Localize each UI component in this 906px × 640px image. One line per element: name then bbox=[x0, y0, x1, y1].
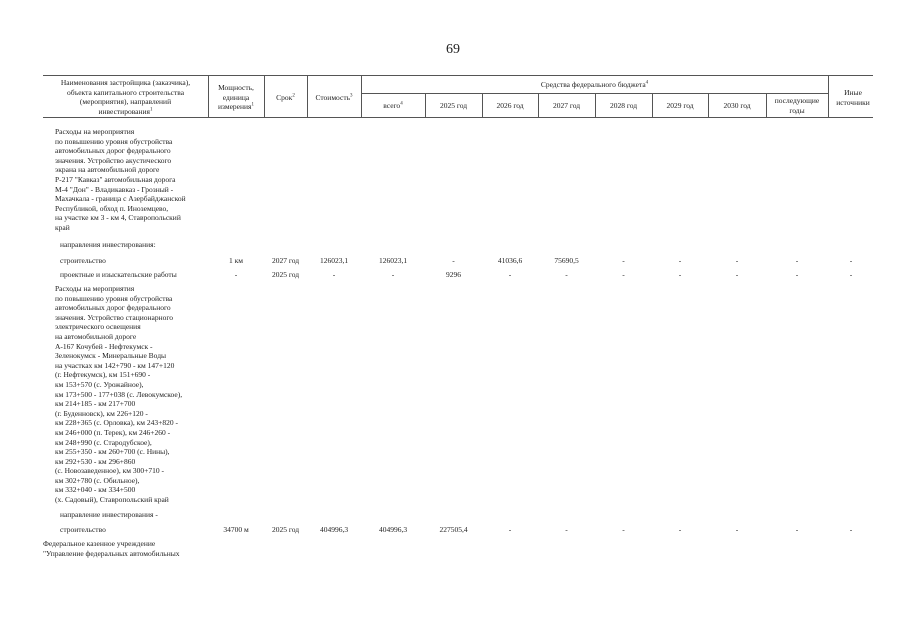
cell-subsequent: - bbox=[795, 256, 799, 265]
cell-2029: - bbox=[678, 270, 682, 279]
cell-term: 2025 год bbox=[271, 525, 300, 534]
cell-2026: - bbox=[508, 270, 512, 279]
header-capacity: Мощность, единица измерения$^1$ bbox=[217, 83, 254, 112]
cell-cost: - bbox=[332, 270, 336, 279]
cell-term: 2025 год bbox=[271, 270, 300, 279]
cell-2026: - bbox=[508, 525, 512, 534]
block2-title: Расходы на мероприятия по повышению уровня обустройства автомобильных дорог федерального значения. Устройство стационарного электрического освещения на автомобильной дороге А-167 Кочубей - Нефтекумск - Зеленокумск - Минеральные Воды на участках км 142+790 - км 147+120 (г. Нефтекумск), км 151+690 - км 153+570 (с. Урожайное), км 173+500 - 177+038 (с. Левокумское), км 214+185 - км 217+700 (г. Буденновск), км 226+120 - км 228+365 (с. Орловка), км 243+820 - км 246+000 (п. Терек), км 246+260 - км 248+990 (с. Стародубское), км 255+350 - км 260+700 (с. Нины), км 292+530 - км 296+860 (с. Новозаведенное), км 300+710 - км 302+780 (с. Обильное), км 332+040 - км 334+500 (х. Садовый), Ставропольский край bbox=[55, 284, 183, 505]
cell-2027: 75690,5 bbox=[554, 256, 579, 265]
cell-other: - bbox=[849, 270, 853, 279]
cell-2025: - bbox=[452, 256, 455, 265]
block1-directions-label: направления инвестирования: bbox=[60, 240, 156, 249]
cell-term: 2027 год bbox=[271, 256, 300, 265]
cell-2027: - bbox=[565, 270, 568, 279]
cell-other: - bbox=[849, 525, 853, 534]
footer-line-1: Федеральное казенное учреждение bbox=[43, 539, 156, 548]
header-bottom-border bbox=[43, 117, 873, 118]
cell-2029: - bbox=[678, 525, 682, 534]
cell-2028: - bbox=[622, 256, 625, 265]
cell-2026: 41036,6 bbox=[497, 256, 523, 265]
cell-total: 126023,1 bbox=[378, 256, 408, 265]
block1-title: Расходы на мероприятия по повышению уровня обустройства автомобильных дорог федерального значения. Устройство акустического экрана на автомобильной дороге Р-217 "Кавказ" автомобильная дорога М-4 "Дон" - Владикавказ - Грозный - Махачкала - граница с Азербайджанской Республикой, обход п. Иноземцево, на участке км 3 - км 4, Ставропольский край bbox=[55, 127, 186, 232]
table-row-name: строительство bbox=[60, 525, 106, 534]
header-fed-budget: Средства федерального бюджета$^4$ bbox=[540, 80, 649, 89]
table-row-name: строительство bbox=[60, 256, 106, 265]
header-2025: 2025 год bbox=[439, 101, 468, 110]
cell-subsequent: - bbox=[795, 270, 799, 279]
cell-cost: 126023,1 bbox=[319, 256, 349, 265]
header-2029: 2029 год bbox=[666, 101, 694, 110]
cell-cost: 404996,3 bbox=[319, 525, 349, 534]
cell-capacity: 1 км bbox=[228, 256, 243, 265]
cell-total: - bbox=[391, 270, 395, 279]
cell-2027: - bbox=[565, 525, 568, 534]
header-2030: 2030 год bbox=[723, 101, 751, 110]
cell-capacity: 34700 м bbox=[223, 525, 249, 534]
header-subsequent: последующие годы bbox=[774, 96, 820, 115]
footer-line-2: "Управление федеральных автомобильных bbox=[43, 549, 180, 558]
cell-2030: - bbox=[735, 525, 739, 534]
header-other: Иные источники bbox=[836, 88, 870, 107]
header-2028: 2028 год bbox=[609, 101, 638, 110]
block2-directions-label: направление инвестирования - bbox=[60, 510, 158, 519]
header-cost: Стоимость$^3$ bbox=[315, 93, 353, 102]
header-2027: 2027 год bbox=[552, 101, 581, 110]
table-row-name: проектные и изыскательские работы bbox=[60, 270, 177, 279]
cell-capacity: - bbox=[234, 270, 238, 279]
cell-2030: - bbox=[735, 256, 739, 265]
cell-other: - bbox=[849, 256, 853, 265]
table-top-border bbox=[43, 75, 873, 76]
cell-2025: 9296 bbox=[446, 270, 461, 279]
header-total: всего$^4$ bbox=[383, 101, 403, 110]
cell-2029: - bbox=[678, 256, 682, 265]
header-term: Срок$^2$ bbox=[276, 93, 295, 102]
cell-2025: 227505,4 bbox=[439, 525, 468, 534]
cell-2028: - bbox=[622, 525, 625, 534]
cell-subsequent: - bbox=[795, 525, 799, 534]
cell-2030: - bbox=[735, 270, 739, 279]
cell-total: 404996,3 bbox=[378, 525, 408, 534]
page-number: 69 bbox=[446, 42, 460, 57]
header-2026: 2026 год bbox=[496, 101, 524, 110]
cell-2028: - bbox=[622, 270, 625, 279]
header-name-col: Наименования застройщика (заказчика), объекта капитального строительства (мероприятия), направлений инвестирования$^1$ bbox=[60, 78, 191, 116]
